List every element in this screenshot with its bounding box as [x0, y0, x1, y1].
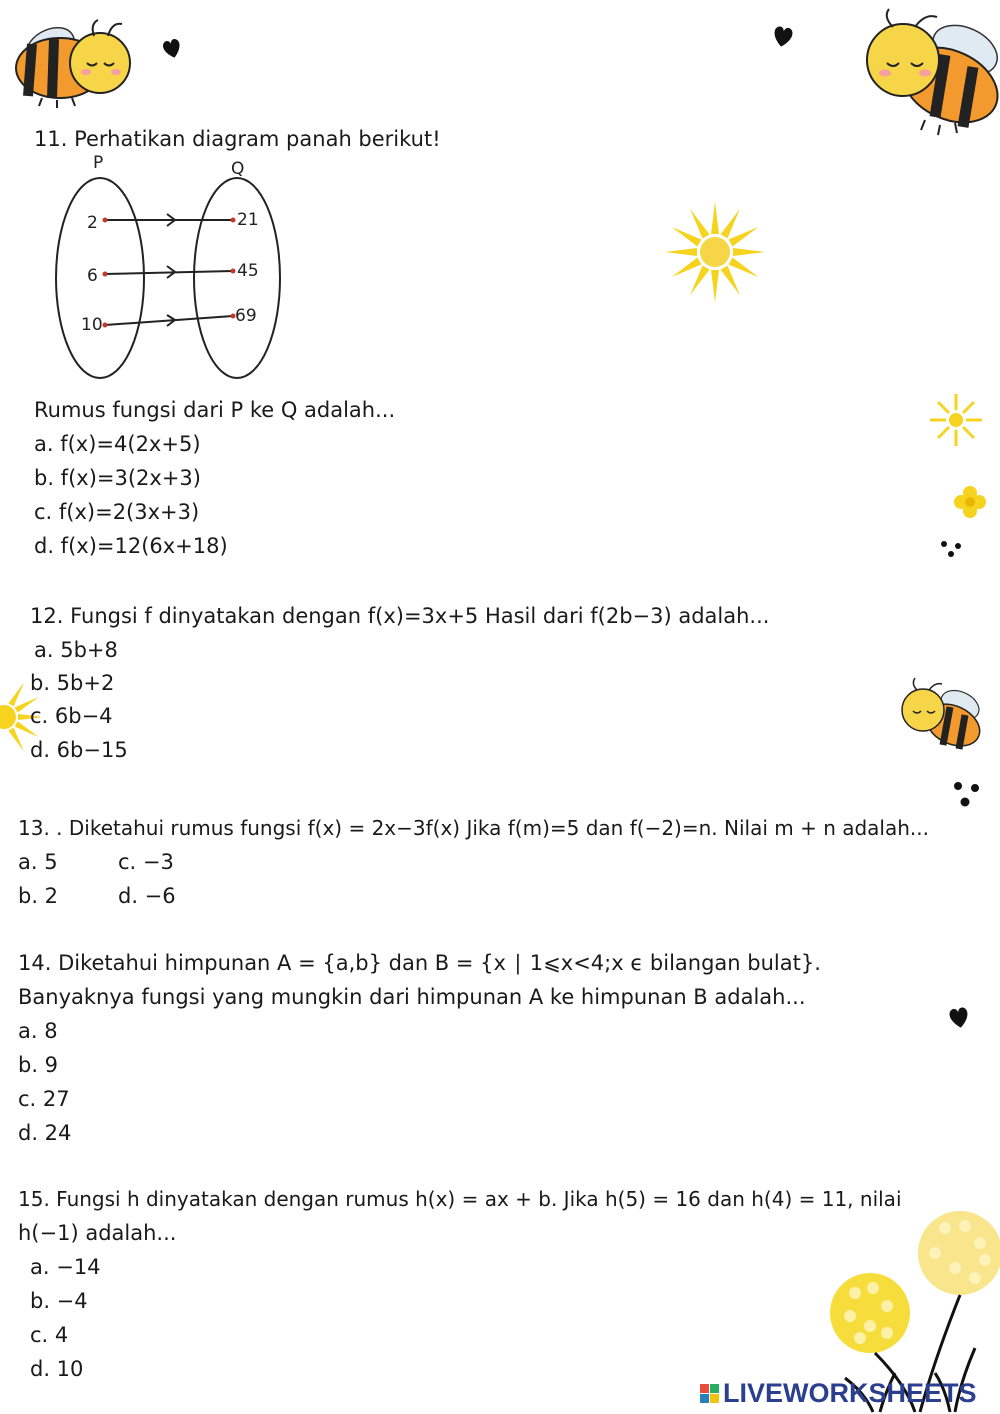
- q15-option-c[interactable]: c. 4: [30, 1323, 69, 1347]
- q13-question: 13. . Diketahui rumus fungsi f(x) = 2x−3f(x) Jika f(m)=5 dan f(−2)=n. Nilai m + n adalah...: [18, 816, 929, 840]
- dots-icon: [950, 778, 984, 810]
- q11-option-b[interactable]: b. f(x)=3(2x+3): [34, 466, 201, 490]
- q-value: 45: [237, 261, 259, 281]
- heart-icon: [770, 22, 796, 50]
- q12-option-a[interactable]: a. 5b+8: [34, 638, 118, 662]
- q11-option-c[interactable]: c. f(x)=2(3x+3): [34, 500, 200, 524]
- q13-option-c[interactable]: c. −3: [118, 850, 174, 874]
- p-value: 2: [87, 213, 98, 233]
- brand-text: LIVEWORKSHEETS: [723, 1377, 977, 1408]
- heart-icon: [160, 36, 184, 60]
- q12-option-c[interactable]: c. 6b−4: [30, 704, 113, 728]
- q11-option-a[interactable]: a. f(x)=4(2x+5): [34, 432, 201, 456]
- arrow-diagram: [45, 150, 295, 390]
- q15-option-b[interactable]: b. −4: [30, 1289, 88, 1313]
- sun-icon: [660, 200, 770, 305]
- set-q-label: Q: [231, 159, 245, 179]
- heart-icon: [946, 1002, 972, 1032]
- flower-icon: [952, 484, 988, 520]
- dots-icon: [938, 538, 968, 560]
- q13-option-b[interactable]: b. 2: [18, 884, 59, 908]
- set-p-label: P: [93, 153, 104, 173]
- p-value: 6: [87, 266, 98, 286]
- q15-question-line2: h(−1) adalah...: [18, 1221, 177, 1245]
- q14-option-a[interactable]: a. 8: [18, 1019, 58, 1043]
- q-value: 21: [237, 210, 259, 230]
- q14-option-d[interactable]: d. 24: [18, 1121, 72, 1145]
- q12-option-d[interactable]: d. 6b−15: [30, 738, 128, 762]
- bee-icon: [2, 8, 137, 108]
- liveworksheets-logo[interactable]: [700, 1378, 977, 1408]
- q15-question-line1: 15. Fungsi h dinyatakan dengan rumus h(x) = ax + b. Jika h(5) = 16 dan h(4) = 11, nilai: [18, 1187, 902, 1211]
- q11-question: Rumus fungsi dari P ke Q adalah...: [34, 398, 396, 422]
- q12-option-b[interactable]: b. 5b+2: [30, 671, 115, 695]
- mapping-arrow: [105, 271, 233, 274]
- q-value: 69: [235, 306, 257, 326]
- q15-option-a[interactable]: a. −14: [30, 1255, 101, 1279]
- set-p-ellipse: [56, 178, 144, 378]
- q15-option-d[interactable]: d. 10: [30, 1357, 84, 1381]
- brand-grid-icon: [700, 1384, 719, 1403]
- q11-title: 11. Perhatikan diagram panah berikut!: [34, 127, 441, 151]
- q14-option-b[interactable]: b. 9: [18, 1053, 59, 1077]
- q14-question-line2: Banyaknya fungsi yang mungkin dari himpunan A ke himpunan B adalah...: [18, 985, 806, 1009]
- q14-option-c[interactable]: c. 27: [18, 1087, 70, 1111]
- q14-question-line1: 14. Diketahui himpunan A = {a,b} dan B = {x ∣ 1⩽x<4;x ϵ bilangan bulat}.: [18, 951, 821, 975]
- bee-icon: [895, 675, 985, 755]
- q11-option-d[interactable]: d. f(x)=12(6x+18): [34, 534, 228, 558]
- sun-icon: [928, 392, 984, 448]
- q13-option-a[interactable]: a. 5: [18, 850, 58, 874]
- q12-question: 12. Fungsi f dinyatakan dengan f(x)=3x+5 Hasil dari f(2b−3) adalah...: [30, 604, 770, 628]
- bee-icon: [855, 5, 1000, 140]
- p-value: 10: [81, 315, 103, 335]
- q13-option-d[interactable]: d. −6: [118, 884, 176, 908]
